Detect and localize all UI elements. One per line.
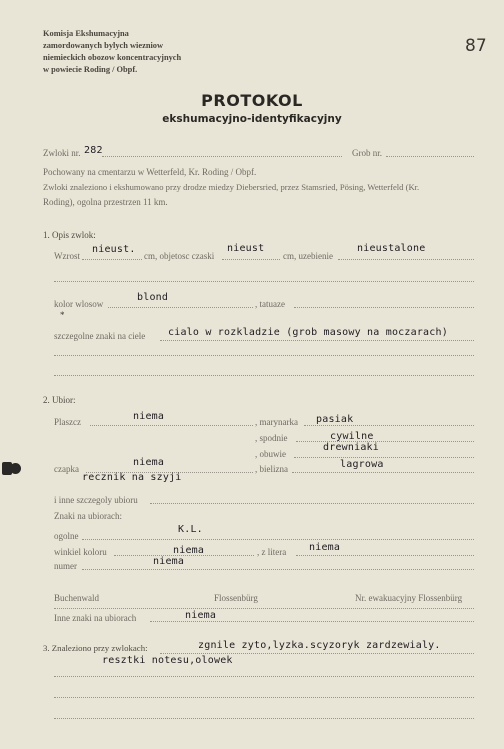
inne-znaki-label: Inne znaki na ubiorach [54,613,137,623]
intro-line-3: Roding), ogolna przestrzen 11 km. [43,197,168,207]
plaszcz-value: niema [133,411,165,422]
spodnie-value: cywilne [330,431,374,442]
section1-title: 1. Opis zwlok: [43,230,96,240]
inne-znaki-line [150,621,474,622]
obuwie-value: drewniaki [323,442,379,453]
org-line-1: Komisja Ekshumacyjna [43,29,129,38]
tatuaze-line [294,307,474,308]
found-line-4 [54,718,474,719]
litera-label: , z litera [257,547,287,557]
winkiel-label: winkiel koloru [54,547,107,557]
grob-label: Grob nr. [352,148,382,158]
zwloki-line [102,156,342,157]
uzebienie-line [338,259,474,260]
tatuaze-label: , tatuaze [255,299,285,309]
section3-title: 3. Znaleziono przy zwlokach: [43,643,148,653]
spodnie-label: , spodnie [255,433,288,443]
blank-line [54,375,474,376]
zwloki-value: 282 [84,145,103,156]
asterisk-mark: * [60,310,65,320]
numer-line [82,569,474,570]
buchenwald-label: Buchenwald [54,593,99,603]
plaszcz-line [90,425,253,426]
document-subtitle: ekshumacyjno-identyfikacyjny [162,113,342,125]
extra-clothing-value: recznik na szyji [82,472,182,483]
inne-szczegoly-line [150,503,474,504]
czapka-value: niema [133,457,165,468]
page-number: 87 [465,36,487,56]
blank-line [54,281,474,282]
czaski-label: cm, objetosc czaski [144,251,215,261]
numer-value: niema [153,556,185,567]
wlosy-line [108,307,253,308]
grob-line [386,156,474,157]
winkiel-value: niema [173,545,205,556]
znaki-line [160,340,474,341]
bielizna-value: lagrowa [340,459,384,470]
found-line-1 [160,653,474,654]
found-line-3 [54,697,474,698]
obuwie-label: , obuwie [255,449,286,459]
intro-line-1: Pochowany na cmentarzu w Wetterfeld, Kr. Roding / Obpf. [43,167,257,177]
czapka-label: czapka [54,464,79,474]
found-items-line-1: zgnile zyto,lyzka.scyzoryk zardzewialy. [198,640,441,651]
intro-line-2: Zwloki znaleziono i ekshumowano przy drodze miedzy Diebersried, przez Stamsried, Pösing, Wetterfeld (Kr. [43,182,420,192]
zwloki-label: Zwloki nr. [43,148,81,158]
inne-znaki-value: niema [185,610,217,621]
wlosy-value: blond [137,292,169,303]
litera-value: niema [309,542,341,553]
org-line-3: niemieckich obozow koncentracyjnych [43,53,182,62]
ogolne-line [82,539,474,540]
znaki-value: cialo w rozkladzie (grob masowy na moczarach) [168,327,448,338]
marynarka-line [304,425,474,426]
czaski-line [222,259,280,260]
org-line-2: zamordowanych bylych wiezniow [43,41,164,50]
znaki-label: szczegolne znaki na ciele [54,331,146,341]
bielizna-label: , bielizna [255,464,288,474]
section2-title: 2. Ubior: [43,395,76,405]
wlosy-label: kolor wlosow [54,299,104,309]
inne-szczegoly-label: i inne szczegoly ubioru [54,495,138,505]
buchenwald-line [54,608,474,609]
bielizna-line [292,472,474,473]
obuwie-line [294,457,474,458]
znaki-ubiorach-label: Znaki na ubiorach: [54,511,122,521]
flossenburg-label: Flossenbürg [214,593,258,603]
wzrost-label: Wzrost [54,251,80,261]
marynarka-label: , marynarka [255,417,298,427]
ogolne-value: K.L. [178,524,203,535]
uzebienie-value: nieustalone [357,243,426,254]
wzrost-value: nieust. [92,244,136,255]
org-line-4: w powiecie Roding / Obpf. [43,65,138,74]
wzrost-line [82,259,142,260]
litera-line [296,555,474,556]
plaszcz-label: Plaszcz [54,417,81,427]
binding-mark [2,462,12,475]
blank-line [54,355,474,356]
found-items-line-2: resztki notesu,olowek [102,655,233,666]
found-line-2 [54,676,474,677]
czaski-value: nieust [227,243,265,254]
marynarka-value: pasiak [316,414,354,425]
numer-label: numer [54,561,77,571]
document-title: PROTOKOL [201,91,303,110]
nr-ewakuacyjny-label: Nr. ewakuacyjny Flossenbürg [355,593,463,603]
ogolne-label: ogolne [54,531,79,541]
uzebienie-label: cm, uzebienie [283,251,333,261]
